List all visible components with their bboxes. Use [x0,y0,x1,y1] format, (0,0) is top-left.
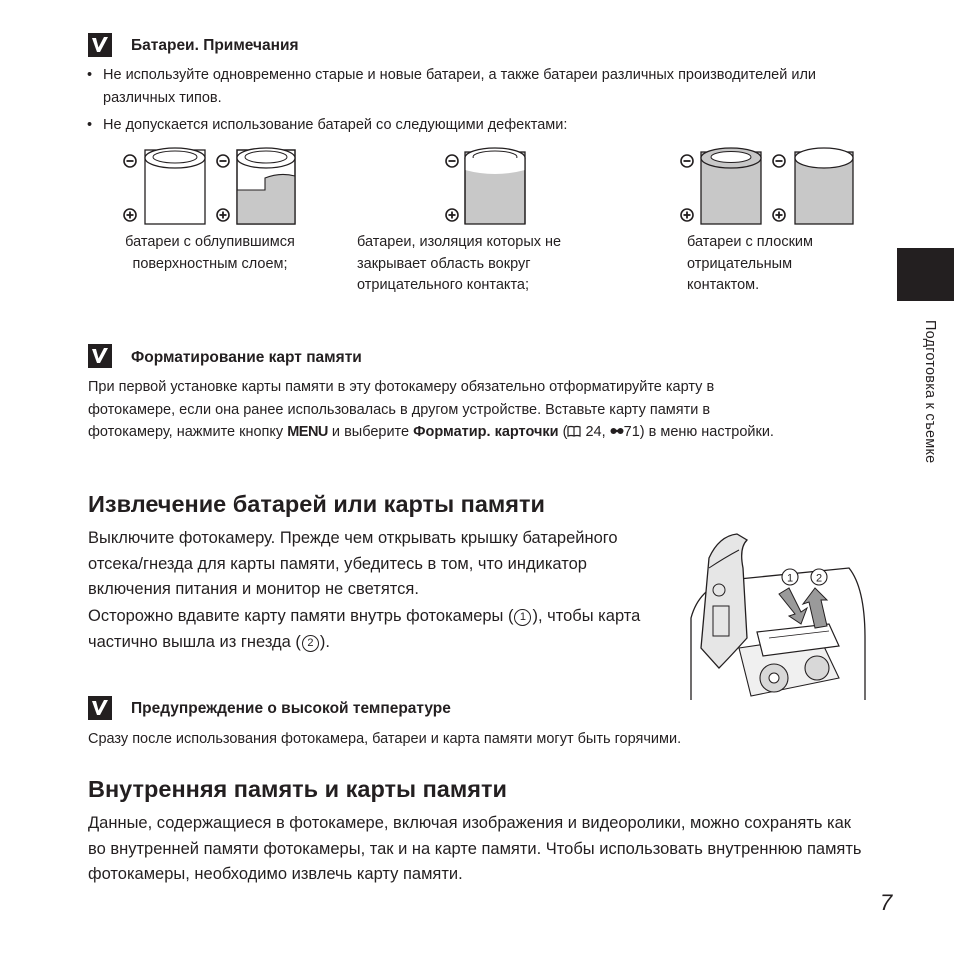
chapter-label: Подготовка к съемке [922,320,938,464]
heat-note-title: Предупреждение о высокой температуре [131,700,451,717]
check-note-icon [88,696,112,720]
battery-flat-left [701,148,761,224]
caption-peeling: батареи с облупившимся поверхностным слоем; [125,234,295,272]
minus-icon [124,155,136,167]
battery-note-title: Батареи. Примечания [131,37,299,54]
format-text-3: ( [558,424,568,440]
battery-bullet-2 [87,114,878,137]
removal-text-c: ). [319,632,331,651]
format-text-1: При первой установке карты памяти в эту фотокамеру обязательно отформатируйте карту в фотокамере, если она ранее использовалась в другом устройстве. Вставьте карту памяти в фотокамеру, нажмите кнопку [88,379,715,440]
figure-step-2: 2 [815,572,823,585]
internal-para: Данные, содержащиеся в фотокамере, включая изображения и видеоролики, можно сохранять как во внутренней памяти фотокамеры, так и на карте памяти. Чтобы использовать внутреннюю память фотокамеры, необходимо извлечь карту памяти. [88,814,862,883]
format-card-item: Форматир. карточки [413,424,559,440]
minus-icon [681,155,693,167]
book-icon [567,425,581,437]
format-text-2: и выберите [327,424,414,440]
battery-bullet-1 [87,64,878,109]
battery-defects-figure [115,140,865,230]
page-number: 7 [880,890,893,915]
caption-flat-contact: батареи с плоским отрицательным контактом. [687,234,813,293]
removal-para-1: Выключите фотокамеру. Прежде чем открывать крышку батарейного отсека/гнезда для карты памяти, убедитесь в том, что индикатор включения питания и монитор не светятся. [88,529,618,598]
battery-peeling-left [145,148,205,224]
plus-icon [773,209,785,221]
menu-button-label: MENU [287,424,328,440]
figure-step-1: 1 [786,572,794,585]
plus-icon [681,209,693,221]
format-ref-1: 24, [581,424,610,440]
step-2-marker: 2 [302,635,319,652]
plus-icon [217,209,229,221]
battery-insulation [465,148,525,224]
camera-card-figure [689,528,867,701]
link-icon [610,426,624,436]
chapter-tab [897,248,954,301]
removal-text-b: ), чтобы карта частично вышла из гнезда ( [88,607,641,651]
caption-insulation: батареи, изоляция которых не закрывает область вокруг отрицательного контакта; [357,234,562,293]
check-note-icon [88,344,112,368]
format-note-text [88,376,794,444]
battery-bullet-1-text: Не используйте одновременно старые и новые батареи, а также батареи различных производителей или различных типов. [103,67,817,106]
internal-heading: Внутренняя память и карты памяти [88,776,507,802]
minus-icon [217,155,229,167]
step-1-marker: 1 [514,609,531,626]
bullet-dot: • [87,67,93,83]
battery-bullet-2-text: Не допускается использование батарей со следующими дефектами: [103,117,568,133]
minus-icon [446,155,458,167]
bullet-dot: • [87,117,93,133]
format-note-title: Форматирование карт памяти [131,349,362,366]
removal-para-2 [88,604,673,655]
removal-heading: Извлечение батарей или карты памяти [88,491,545,517]
battery-peeling-right [237,148,295,224]
plus-icon [124,209,136,221]
battery-flat-right [795,148,853,224]
minus-icon [773,155,785,167]
format-ref-2: 71) в меню настройки. [623,424,774,440]
plus-icon [446,209,458,221]
heat-note-text: Сразу после использования фотокамера, батареи и карта памяти могут быть горячими. [88,731,682,747]
removal-text-a: Осторожно вдавите карту памяти внутрь фотокамеры ( [88,607,514,625]
check-note-icon [88,33,112,57]
